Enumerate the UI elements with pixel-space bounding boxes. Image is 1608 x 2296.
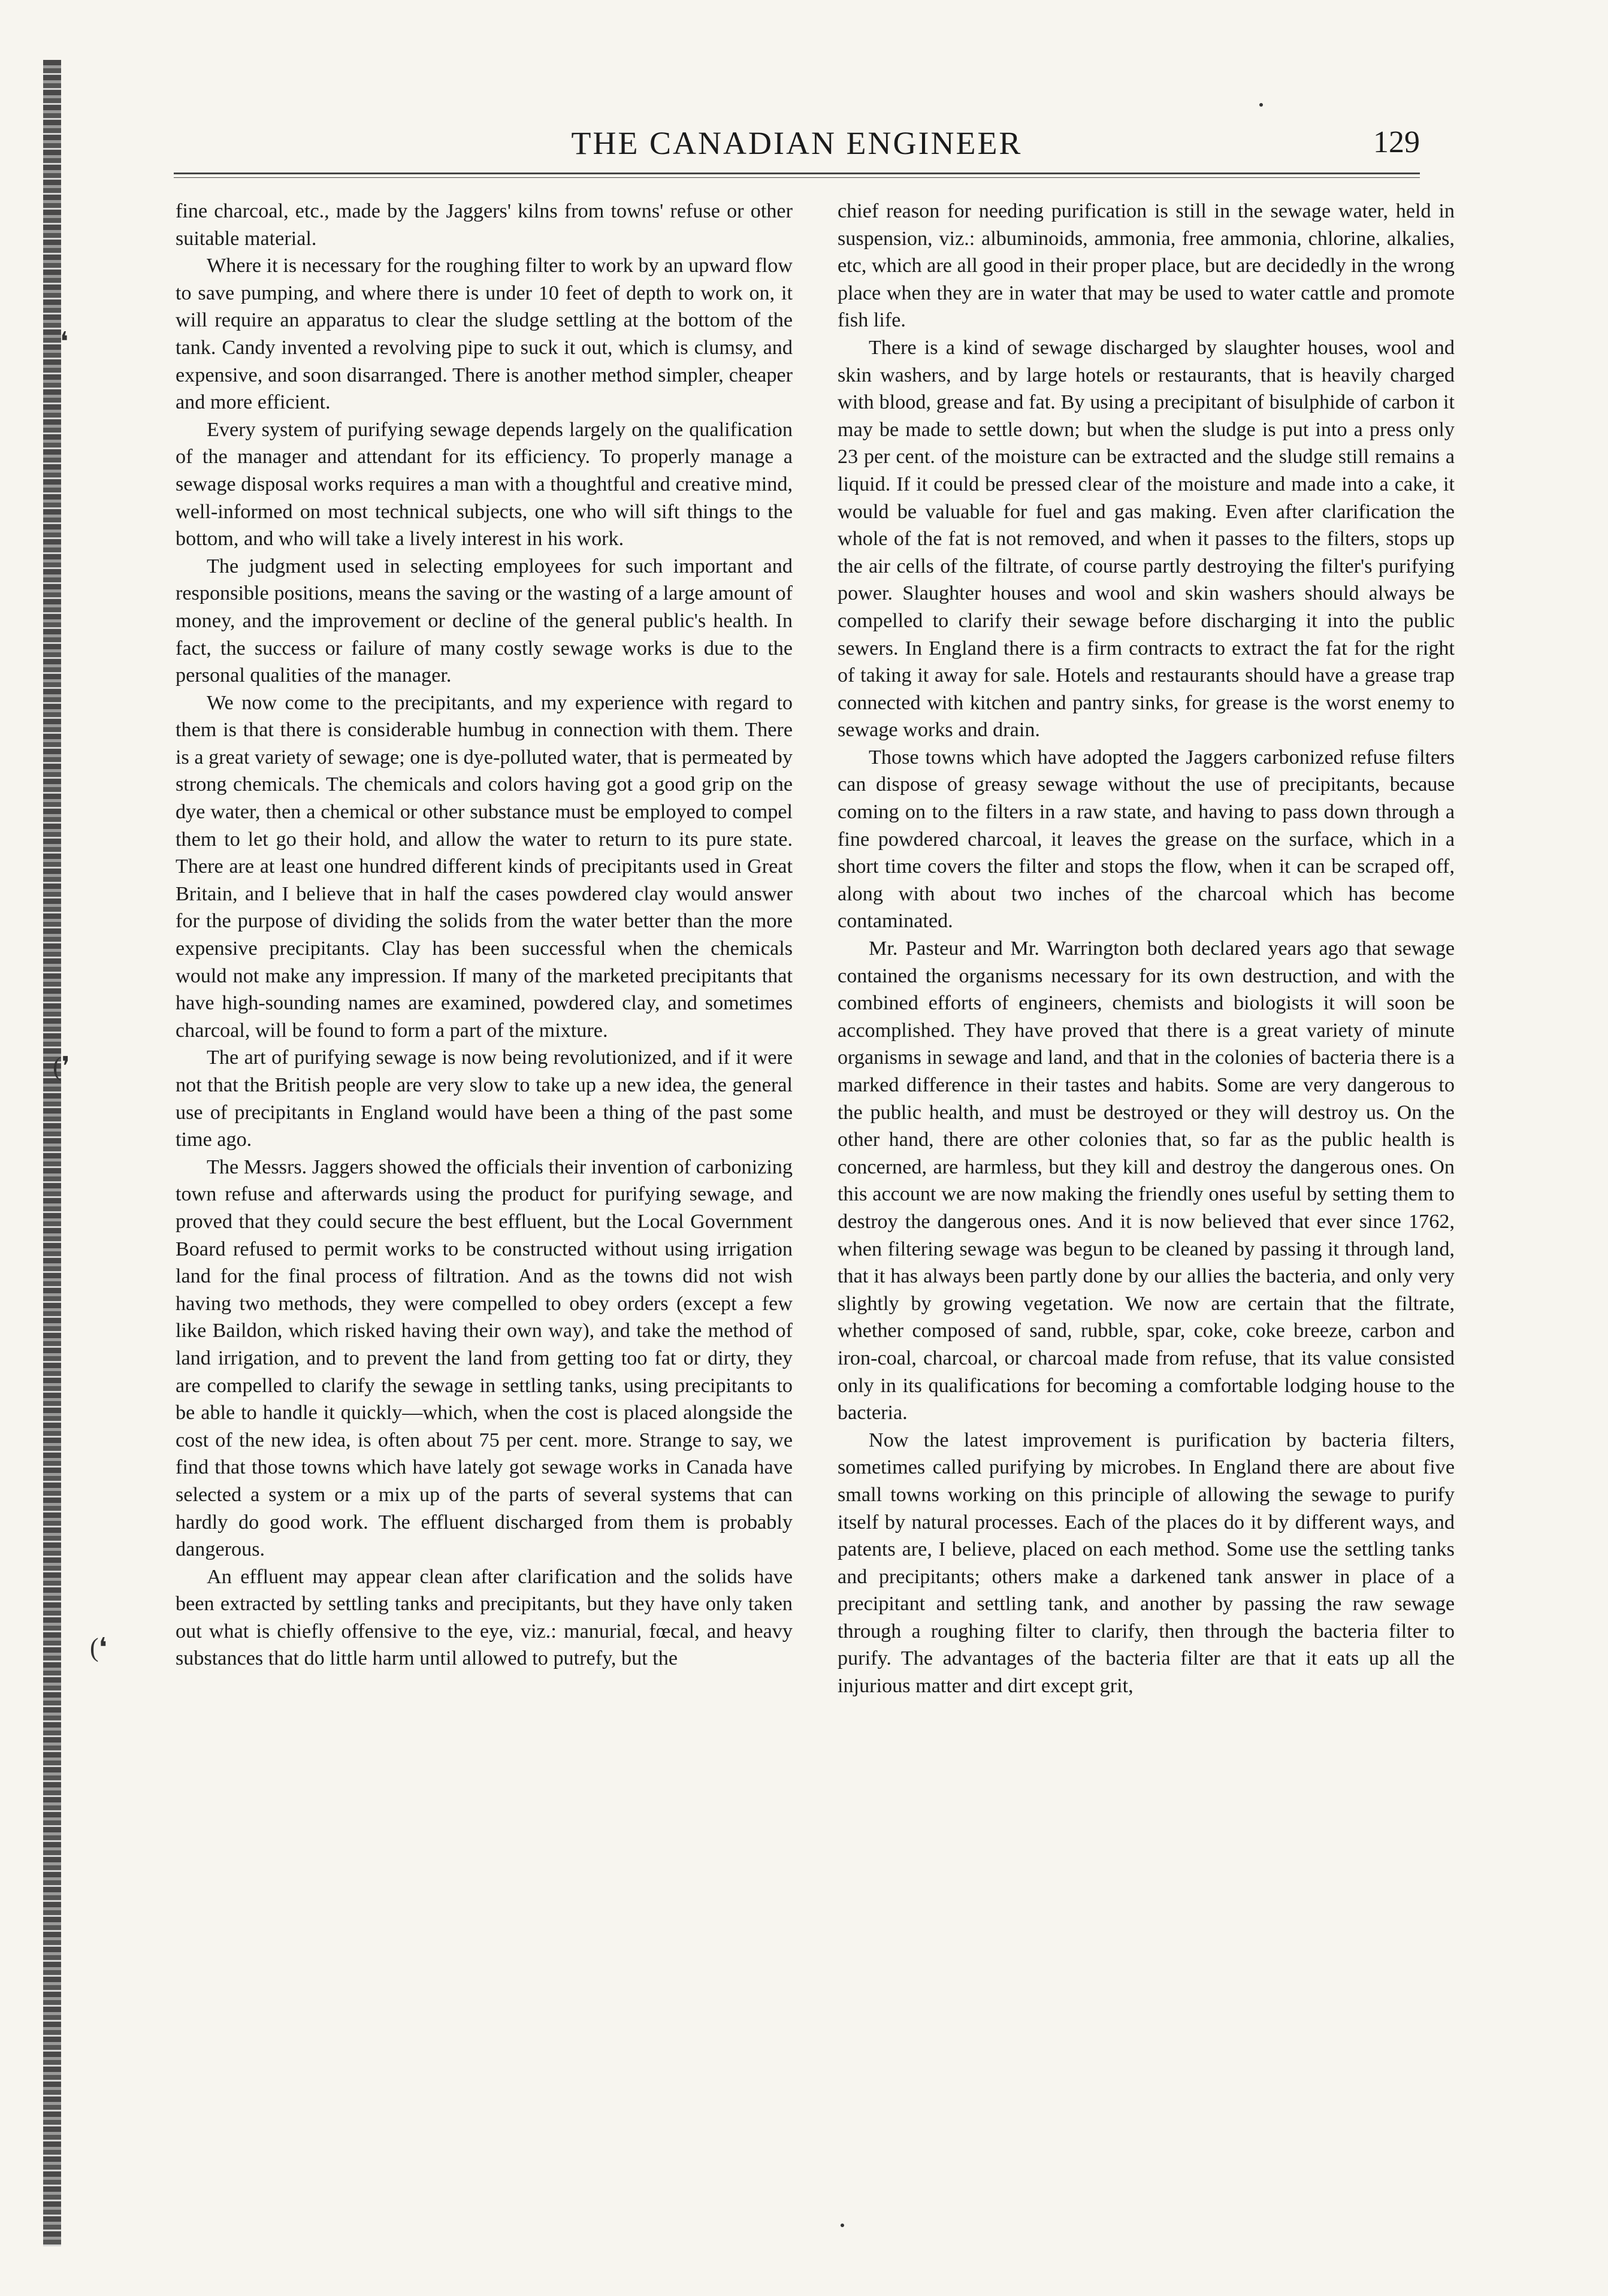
paragraph: There is a kind of sewage discharged by slaughter houses, wool and skin washers, and by large hotels or restaurants, that is heavily charged with blood, grease and fat. By using a precipitant of bisulphide of carbon it may be made to settle down; but when the sludge is put into a press only 23 per cent. of the moisture can be extracted and the sludge still remains a liquid. If it could be pressed clear of the moisture and made into a cake, it would be valuable for fuel and gas making. Even after clarification the whole of the fat is not removed, and when it passes to the filters, stops up the air cells of the filtrate, of course partly destroying the filter's purifying power. Slaughter houses and wool and skin washers should always be compelled to clarify their sewage before discharging it into the public sewers. In England there is a firm contracts to extract the fat for the right of taking it away for sale. Hotels and restaurants should have a grease trap connected with kitchen and pantry sinks, for grease is the worst enemy to sewage works and drain. bbox=[838, 336, 1455, 742]
paragraph: Mr. Pasteur and Mr. Warrington both declared years ago that sewage contained the organisms necessary for its own destruction, and with the combined efforts of engineers, chemists and biologists it will soon be accomplished. They have proved that there is a great variety of minute organisms in sewage and land, and that in the colonies of bacteria there is a marked difference in their tastes and habits. Some are very dangerous to the public health, and must be destroyed or they will destroy us. On the other hand, there are other colonies that, so far as the public health is concerned, are harmless, but they kill and destroy the dangerous ones. On this account we are now making the friendly ones useful by setting them to destroy the dangerous ones. And it is now believed that ever since 1762, when filtering sewage was begun to be cleaned by passing it through land, that it has always been partly done by our allies the bacteria, and only very slightly by growing vegetation. We now are certain that the filtrate, whether composed of sand, rubble, spar, coke, coke breeze, carbon and iron-coal, charcoal, or charcoal made from refuse, that its value consisted only in its qualifications for becoming a comfortable lodging house to the bacteria. bbox=[838, 937, 1455, 1424]
paragraph: Every system of purifying sewage depends largely on the qualification of the manager and attendant for its efficiency. To properly manage a sewage disposal works requires a man with a thoughtful and creative mind, well-informed on most technical subjects, one who will sift things to the bottom, and who will take a lively interest in his work. bbox=[176, 418, 793, 550]
paragraph: The art of purifying sewage is now being revolutionized, and if it were not that the British people are very slow to take up a new idea, the general use of precipitants in England would have been a thing of the past some time ago. bbox=[176, 1046, 793, 1151]
paragraph: The judgment used in selecting employees for such important and responsible positions, means the saving or the wasting of a large amount of money, and the improvement or decline of the general public's health. In fact, the success or failure of many costly sewage works is due to the personal qualities of the manager. bbox=[176, 555, 793, 687]
paragraph: The Messrs. Jaggers showed the officials their invention of carbonizing town refuse and afterwards using the product for purifying sewage, and proved that they could secure the best effluent, but the Local Government Board refused to permit works to be constructed without using irrigation land for the final process of filtration. And as the towns did not wish having two methods, they were compelled to obey orders (except a few like Baildon, which risked having their own way), and take the method of land irrigation, and to prevent the land from getting too fat or dirty, they are compelled to clarify the sewage in settling tanks, using precipitants to be able to handle it quickly—which, when the cost is placed alongside the cost of the new idea, is often about 75 per cent. more. Strange to say, we find that those towns which have lately got sewage works in Canada have selected a system or a mix up of the parts of several systems that can hardly do good work. The effluent discharged from them is probably dangerous. bbox=[176, 1155, 793, 1561]
scan-speck bbox=[1259, 103, 1263, 107]
paragraph: An effluent may appear clean after clarification and the solids have been extracted by settling tanks and precipitants, but they have only taken out what is chiefly offensive to the eye, viz.: manurial, fœcal, and heavy substances that do little harm until allowed to putrefy, but the bbox=[176, 1565, 793, 1670]
margin-mark: (❜ bbox=[53, 1052, 70, 1081]
paragraph: fine charcoal, etc., made by the Jaggers' kilns from towns' refuse or other suitable material. bbox=[176, 200, 793, 250]
margin-mark: (❛ bbox=[90, 1633, 107, 1662]
page-header bbox=[174, 125, 1420, 167]
page-binding-edge bbox=[43, 60, 61, 2246]
header-rule-thin bbox=[174, 177, 1420, 178]
page-number: 129 bbox=[1373, 125, 1420, 159]
paragraph: We now come to the precipitants, and my experience with regard to them is that there is considerable humbug in connection with them. There is a great variety of sewage; one is dye-polluted water, that is permeated by strong chemicals. The chemicals and colors having got a good grip on the dye water, then a chemical or other substance must be employed to compel them to let go their hold, and allow the water to return to its pure state. There are at least one hundred different kinds of precipitants used in Great Britain, and I believe that in half the cases powdered clay would answer for the purpose of dividing the solids from the water better than the more expensive precipitants. Clay has been successful when the chemicals would not make any impression. If many of the marketed precipitants that have high-sounding names are examined, powdered clay, and sometimes charcoal, will be found to form a part of the mixture. bbox=[176, 691, 793, 1042]
left-column bbox=[176, 198, 793, 2234]
paragraph: Those towns which have adopted the Jaggers carbonized refuse filters can dispose of greasy sewage without the use of precipitants, because coming on to the filters in a raw state, and having to pass down through a fine powdered charcoal, it leaves the grease on the surface, which in a short time covers the filter and stops the flow, when it can be scraped off, along with about two inches of the charcoal which has become contaminated. bbox=[838, 746, 1455, 933]
journal-title: THE CANADIAN ENGINEER bbox=[571, 125, 1023, 161]
paragraph: Where it is necessary for the roughing filter to work by an upward flow to save pumping, and where there is under 10 feet of depth to work on, it will require an apparatus to clear the sludge settling at the bottom of the tank. Candy invented a revolving pipe to suck it out, which is clumsy, and expensive, and soon disarranged. There is another method simpler, cheaper and more efficient. bbox=[176, 255, 793, 414]
paragraph: Now the latest improvement is purification by bacteria filters, sometimes called purifying by microbes. In England there are about five small towns working on this principle of allowing the sewage to purify itself by natural processes. Each of the places do it by different ways, and patents are, I believe, placed on each method. Some use the settling tanks and precipitants; others make a darkened tank answer in place of a precipitant and settling tank, and another by passing the raw sewage through a roughing filter to clarify, then through the bacteria filter to purify. The advantages of the bacteria filter are that it eats up all the injurious matter and dirt except grit, bbox=[838, 1429, 1455, 1698]
right-column bbox=[838, 198, 1455, 2234]
header-rule bbox=[174, 173, 1420, 174]
margin-mark: ❛ bbox=[60, 327, 69, 356]
paragraph: chief reason for needing purification is still in the sewage water, held in suspension, viz.: albuminoids, ammonia, free ammonia, chlorine, alkalies, etc, which are all good in their proper place, but are decidedly in the wrong place when they are in water that may be used to water cattle and promote fish life. bbox=[838, 200, 1455, 332]
